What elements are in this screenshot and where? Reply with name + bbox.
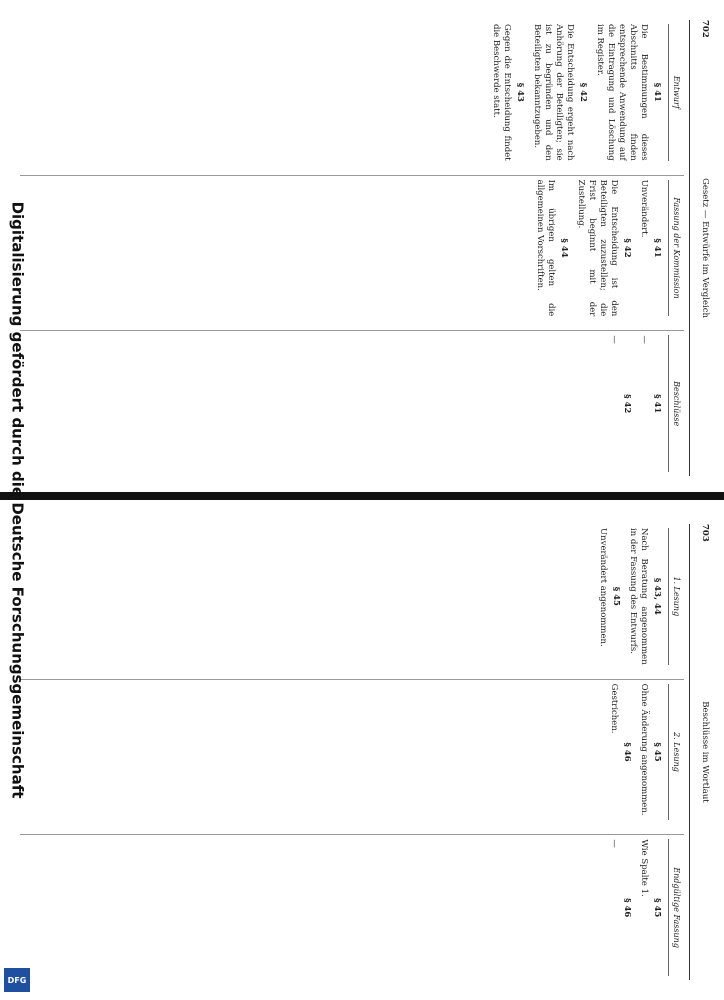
section-text: Unverändert. [639, 179, 649, 238]
section-text: Die Bestimmungen dieses Abschnitts finden entsprechende Anwendung auf die Eintragung und Löschung im Register. [595, 24, 649, 161]
text-column [20, 175, 684, 321]
header-rule [689, 20, 690, 476]
page-number: 702 [700, 20, 710, 38]
running-title: Gesetz — Entwürfe im Vergleich [700, 178, 710, 318]
text-column [20, 834, 684, 980]
section-number: § 43, 44 [652, 577, 662, 615]
column-heading: 1. Lesung [668, 528, 682, 665]
section-text: Ohne Änderung angenommen. [639, 683, 649, 816]
page-bottom-content [0, 504, 724, 1000]
section-number: § 44 [559, 238, 569, 258]
section-text: Die Entscheidung ist den Beteiligten zuzustellen; die Frist beginnt mit der Zustellung. [576, 179, 619, 317]
header-rule [689, 524, 690, 980]
section-number: § 41 [652, 82, 662, 102]
running-title: Beschlüsse im Wortlaut [700, 701, 710, 803]
text-columns [20, 524, 684, 980]
column-heading: Beschlüsse [668, 335, 682, 472]
column-heading: Endgültige Fassung [668, 839, 682, 976]
section-text: Unverändert angenommen. [598, 528, 608, 647]
section-number: § 42 [578, 82, 588, 102]
page-header [696, 20, 710, 476]
text-columns [20, 20, 684, 476]
section-text: — [609, 839, 619, 848]
text-column [20, 679, 684, 825]
section-number: § 45 [611, 586, 621, 606]
page-divider [0, 492, 724, 500]
section-number: § 42 [622, 238, 632, 258]
section-text: Gestrichen. [609, 683, 619, 734]
section-text: Die Entscheidung ergeht nach Anhörung der Beteiligten; sie ist zu begründen und den Beteiligten bekanntzugeben. [532, 24, 575, 161]
section-number: § 45 [652, 898, 662, 918]
section-number: § 43 [515, 82, 525, 102]
section-number: § 41 [652, 238, 662, 258]
column-heading: Entwurf [668, 24, 682, 161]
section-text: — [639, 335, 649, 344]
section-text: Wie Spalte 1. [639, 839, 649, 897]
section-number: § 45 [652, 742, 662, 762]
column-heading: 2. Lesung [668, 684, 682, 821]
page-number: 703 [700, 524, 710, 542]
section-text: Im übrigen gelten die allgemeinen Vorschriften. [535, 179, 556, 317]
page-top-content [0, 0, 724, 496]
scanned-page-top [0, 0, 724, 496]
section-number: § 42 [622, 394, 632, 414]
digitization-watermark [0, 0, 34, 1000]
section-text: — [609, 335, 619, 344]
page-header [696, 524, 710, 980]
section-number: § 41 [652, 394, 662, 414]
watermark-text: Digitalisierung gefördert durch die Deutsche Forschungsgemeinschaft [8, 201, 26, 799]
text-column [20, 330, 684, 476]
section-number: § 46 [622, 742, 632, 762]
text-column [20, 524, 684, 669]
dfg-logo: DFG [4, 968, 30, 992]
text-column [20, 20, 684, 165]
scanned-page-bottom [0, 504, 724, 1000]
section-text: Nach Beratung angenommen in der Fassung des Entwurfs. [628, 528, 649, 665]
section-number: § 46 [622, 898, 632, 918]
section-text: Gegen die Entscheidung findet die Beschwerde statt. [491, 24, 512, 161]
column-heading: Fassung der Kommission [668, 180, 682, 317]
